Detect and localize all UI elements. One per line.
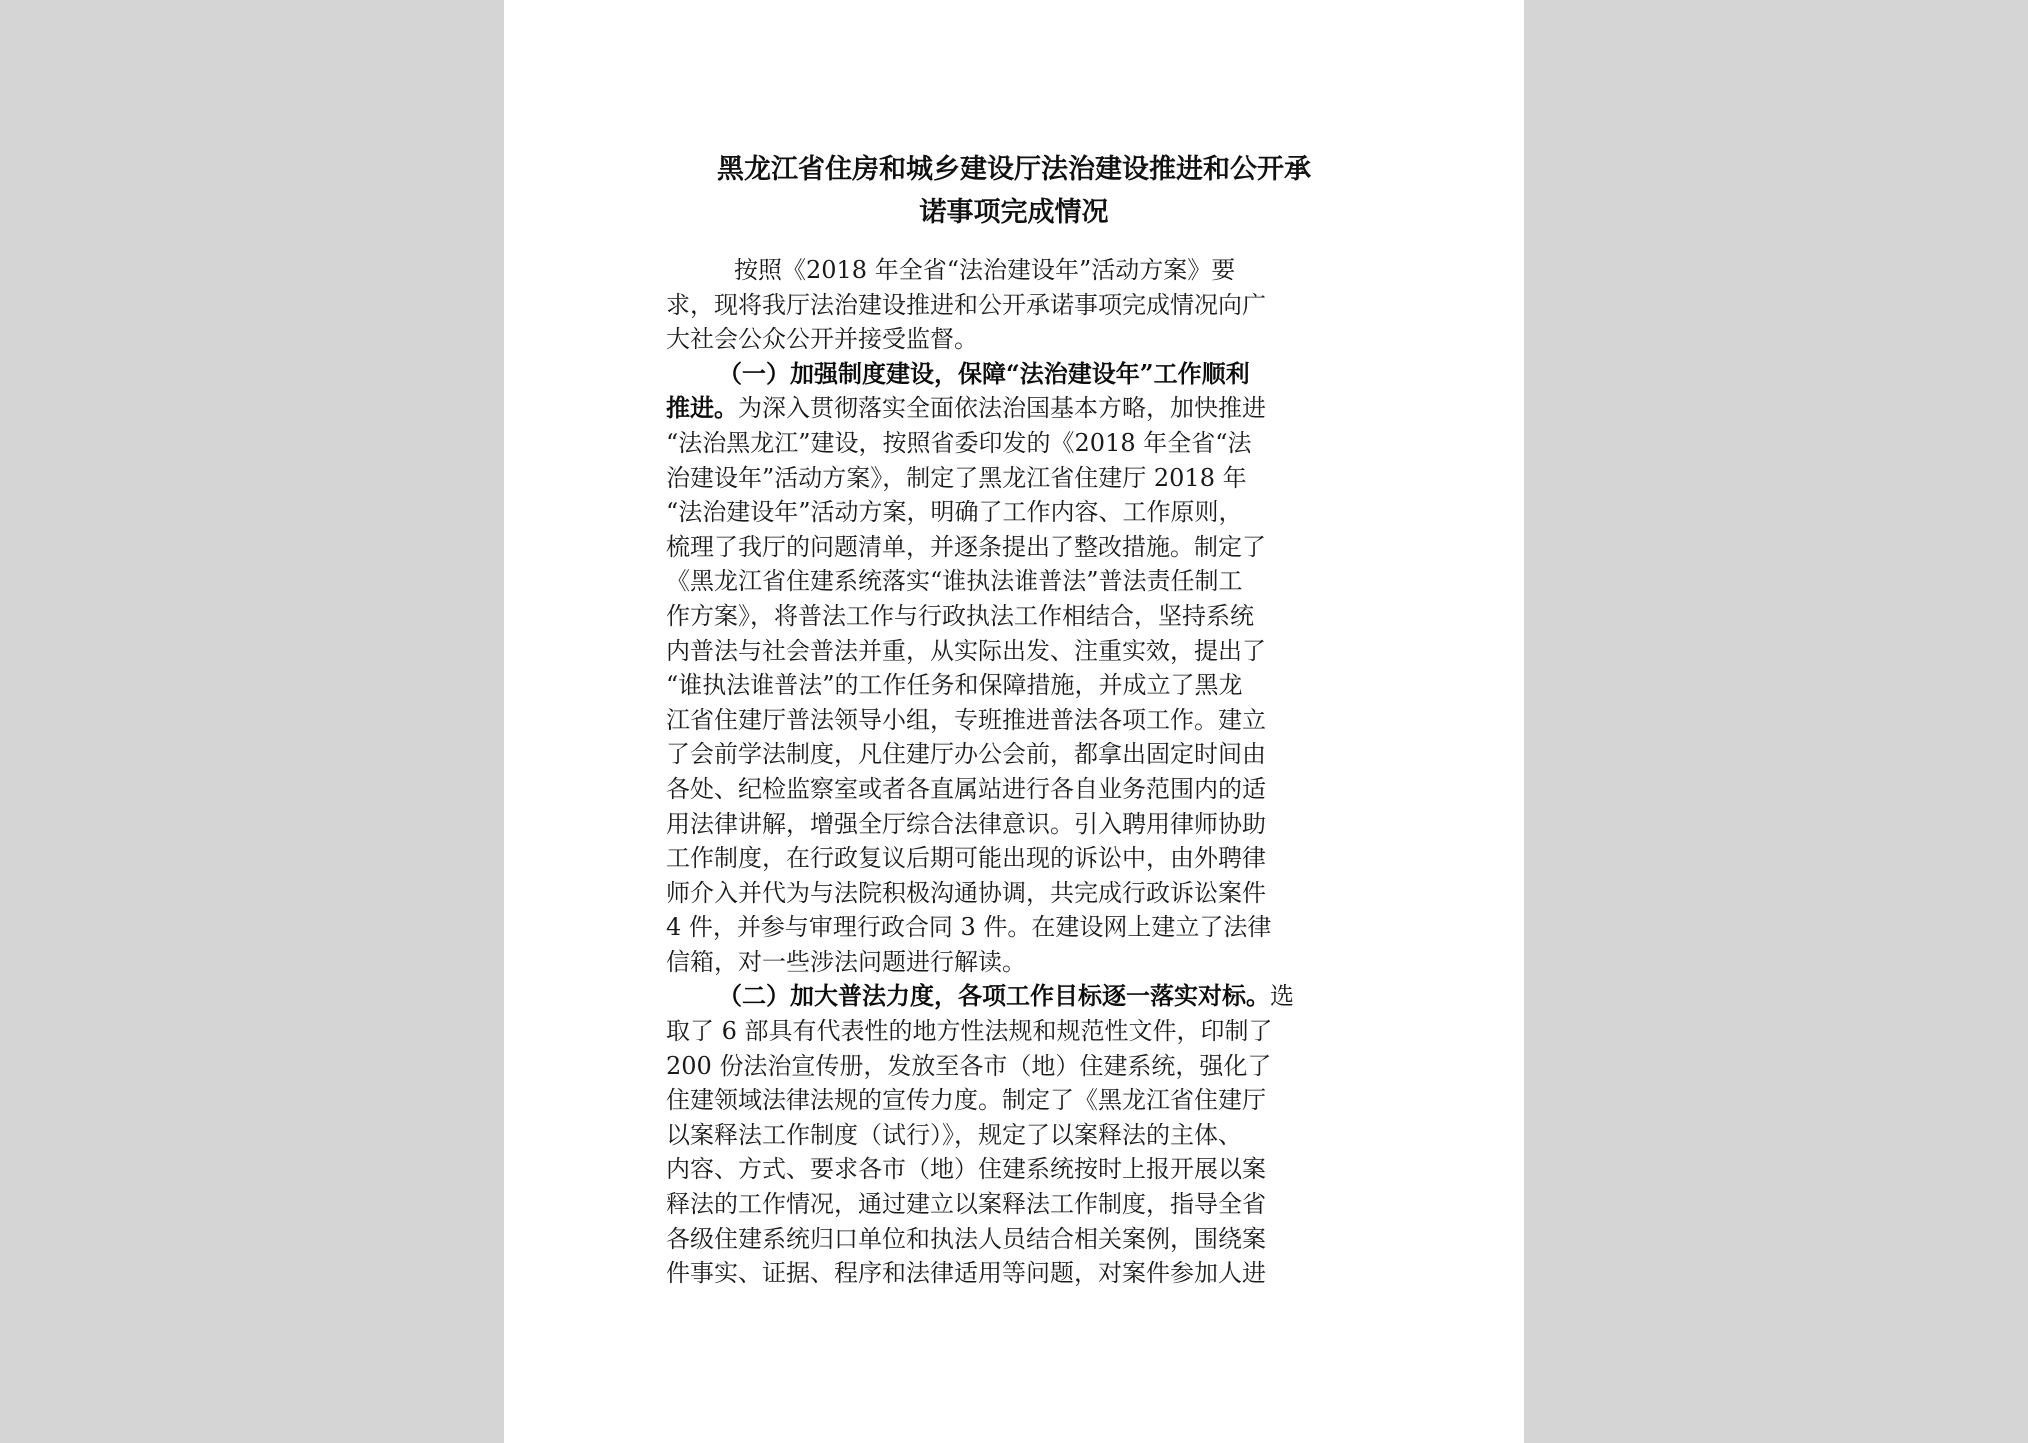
- title-line-2: 诺事项完成情况: [919, 197, 1109, 228]
- section1-line: 4 件，并参与审理行政合同 3 件。在建设网上建立了法律: [666, 913, 1272, 942]
- section2-line: 各级住建系统归口单位和执法人员结合相关案例，围绕案: [666, 1224, 1266, 1253]
- section1-line: 了会前学法制度，凡住建厅办公会前，都拿出固定时间由: [666, 740, 1266, 769]
- section1-line: 梳理了我厅的问题清单，并逐条提出了整改措施。制定了: [666, 532, 1266, 561]
- section2-line: 释法的工作情况，通过建立以案释法工作制度，指导全省: [666, 1190, 1266, 1219]
- section2-heading: （二）加大普法力度，各项工作目标逐一落实对标。: [718, 981, 1270, 1011]
- section1-line: 师介入并代为与法院积极沟通协调，共完成行政诉讼案件: [666, 878, 1266, 907]
- section1-line: 《黑龙江省住建系统落实“谁执法谁普法”普法责任制工: [666, 567, 1243, 596]
- section1-line: “谁执法谁普法”的工作任务和保障措施，并成立了黑龙: [666, 671, 1243, 700]
- section2-text-start: 选: [1270, 982, 1294, 1011]
- document-body: [666, 253, 1366, 1291]
- section2-line: 200 份法治宣传册，发放至各市（地）住建系统，强化了: [666, 1051, 1272, 1080]
- intro-line: 求，现将我厅法治建设推进和公开承诺事项完成情况向广: [666, 290, 1266, 319]
- section1-line: 治建设年”活动方案》，制定了黑龙江省住建厅 2018 年: [666, 463, 1247, 492]
- section1-line: 信箱，对一些涉法问题进行解读。: [666, 947, 1026, 976]
- page-title: [664, 148, 1364, 234]
- section1-line: 各处、纪检监察室或者各直属站进行各自业务范围内的适: [666, 774, 1266, 803]
- section2-line: 件事实、证据、程序和法律适用等问题，对案件参加人进: [666, 1259, 1266, 1288]
- title-line-1: 黑龙江省住房和城乡建设厅法治建设推进和公开承: [717, 154, 1311, 185]
- section1-heading: （一）加强制度建设，保障“法治建设年”工作顺利: [718, 358, 1250, 388]
- section1-heading-end: 推进。: [666, 393, 738, 423]
- section1-line: “法治建设年”活动方案，明确了工作内容、工作原则，: [666, 498, 1243, 527]
- section2-line: 住建领域法律法规的宣传力度。制定了《黑龙江省住建厅: [666, 1086, 1266, 1115]
- section1-line: 用法律讲解，增强全厅综合法律意识。引入聘用律师协助: [666, 809, 1266, 838]
- intro-line: 按照《2018 年全省“法治建设年”活动方案》要: [734, 256, 1236, 284]
- section2-line: 内容、方式、要求各市（地）住建系统按时上报开展以案: [666, 1155, 1266, 1184]
- section1-heading-continued: [666, 391, 1366, 426]
- section2-line: 以案释法工作制度（试行）》，规定了以案释法的主体、: [666, 1120, 1242, 1149]
- section2-heading-line: [666, 979, 1366, 1014]
- section1-text-start: 为深入贯彻落实全面依法治国基本方略，加快推进: [738, 394, 1266, 423]
- section1-line: 江省住建厅普法领导小组，专班推进普法各项工作。建立: [666, 705, 1266, 734]
- section1-line: 作方案》，将普法工作与行政执法工作相结合，坚持系统: [666, 601, 1254, 630]
- intro-line: 大社会公众公开并接受监督。: [666, 325, 978, 354]
- section1-line: “法治黑龙江”建设，按照省委印发的《2018 年全省“法: [666, 428, 1252, 457]
- section1-line: 内普法与社会普法并重，从实际出发、注重实效，提出了: [666, 636, 1266, 665]
- section1-line: 工作制度，在行政复议后期可能出现的诉讼中，由外聘律: [666, 844, 1266, 873]
- document-page: [504, 0, 1524, 1443]
- section2-line: 取了 6 部具有代表性的地方性法规和规范性文件，印制了: [666, 1017, 1273, 1046]
